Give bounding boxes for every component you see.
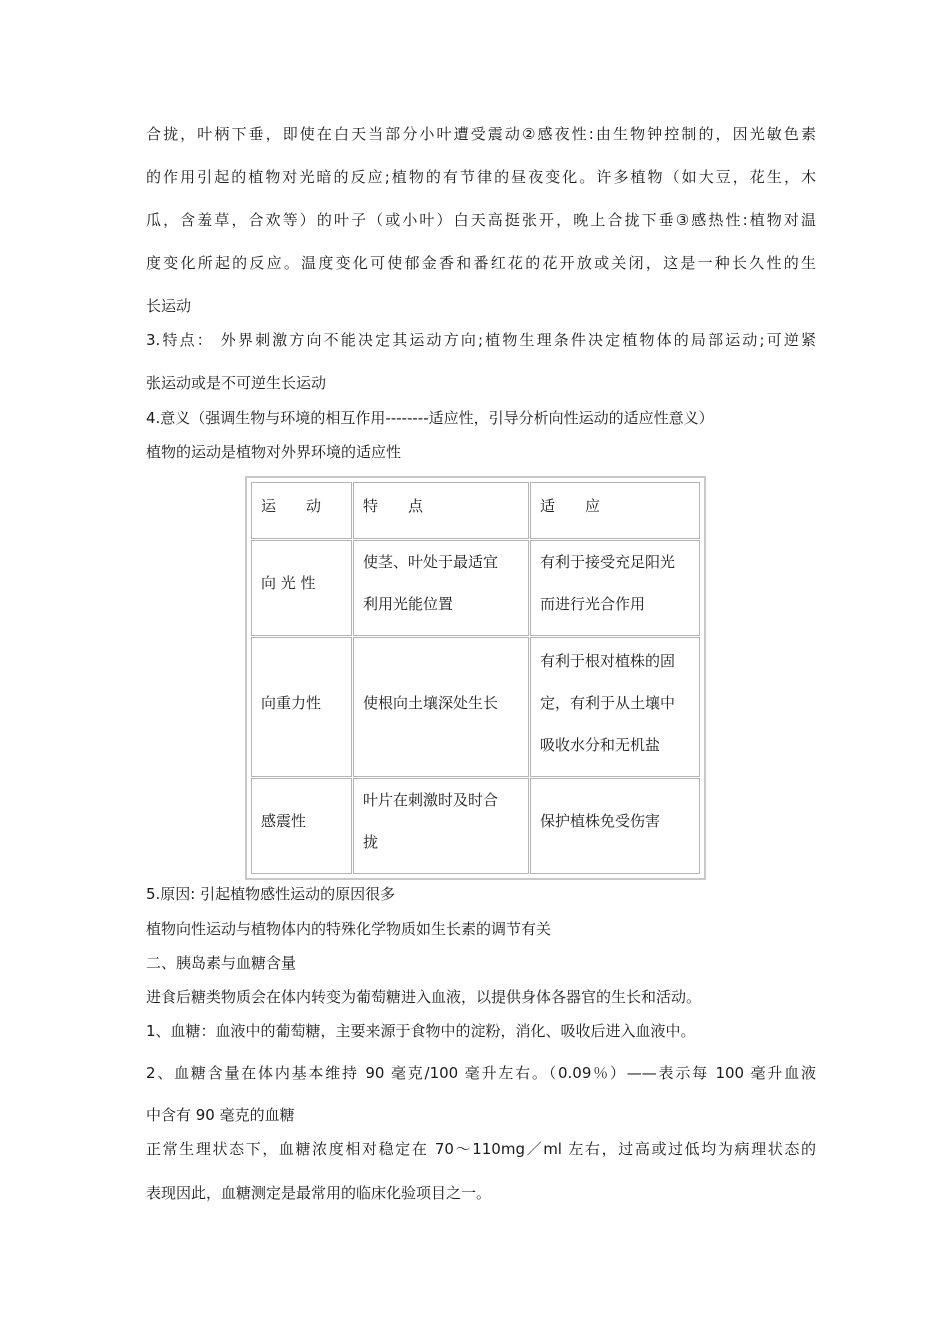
- table-cell: 使茎、叶处于最适宜 利用光能位置: [353, 540, 529, 636]
- table-cell: 有利于根对植株的固 定，有利于从土壤中 吸收水分和无机盐: [530, 637, 700, 777]
- text-line: 5.原因: 引起植物感性运动的原因很多: [146, 885, 396, 903]
- section-heading: 二、胰岛素与血糖含量: [146, 954, 297, 972]
- text-line: 合拢，叶柄下垂，即使在白天当部分小叶遭受震动②感夜性:由生物钟控制的，因光敏色素: [146, 125, 816, 143]
- table-cell: 叶片在刺激时及时合 拢: [353, 778, 529, 874]
- table-cell: 使根向土壤深处生长: [353, 637, 529, 777]
- table-cell: 保护植株免受伤害: [530, 778, 700, 874]
- text-line: 正常生理状态下，血糖浓度相对稳定在 70～110mg／ml 左右，过高或过低均为病理状态的: [146, 1140, 816, 1158]
- text-line: 4.意义（强调生物与环境的相互作用--------适应性，引导分析向性运动的适应性意义）: [146, 409, 714, 427]
- text-line: 瓜，含羞草，合欢等）的叶子（或小叶）白天高挺张开，晚上合拢下垂③感热性:植物对温: [146, 211, 816, 229]
- text-line: 的作用引起的植物对光暗的反应;植物的有节律的昼夜变化。许多植物（如大豆，花生，木: [146, 168, 816, 186]
- text-line: 长运动: [146, 297, 192, 315]
- text-line: 2、血糖含量在体内基本维持 90 毫克/100 毫升左右。（0.09％）——表示每 100 毫升血液: [146, 1064, 816, 1082]
- text-line: 进食后糖类物质会在体内转变为葡萄糖进入血液，以提供身体各器官的生长和活动。: [146, 988, 702, 1006]
- text-line: 张运动或是不可逆生长运动: [146, 374, 327, 392]
- table-cell: 向重力性: [251, 637, 352, 777]
- text-line: 3.特点： 外界刺激方向不能决定其运动方向;植物生理条件决定植物体的局部运动;可逆紧: [146, 331, 816, 349]
- text-line: 1、血糖：血液中的葡萄糖，主要来源于食物中的淀粉，消化、吸收后进入血液中。: [146, 1022, 696, 1040]
- table-header-cell: 适 应: [530, 482, 700, 539]
- text-line: 度变化所起的反应。温度变化可使郁金香和番红花的花开放或关闭，这是一种长久性的生: [146, 254, 816, 272]
- text-line: 表现因此，血糖测定是最常用的临床化验项目之一。: [146, 1184, 492, 1202]
- table-cell: 感震性: [251, 778, 352, 874]
- adaptation-table: [245, 476, 706, 880]
- table-header-cell: 特 点: [353, 482, 529, 539]
- table-header-cell: 运 动: [251, 482, 352, 539]
- text-line: 植物的运动是植物对外界环境的适应性: [146, 443, 402, 461]
- table-cell: 有利于接受充足阳光 而进行光合作用: [530, 540, 700, 636]
- text-line: 植物向性运动与植物体内的特殊化学物质如生长素的调节有关: [146, 920, 552, 938]
- table-cell: 向 光 性: [251, 540, 352, 636]
- text-line: 中含有 90 毫克的血糖: [146, 1106, 295, 1124]
